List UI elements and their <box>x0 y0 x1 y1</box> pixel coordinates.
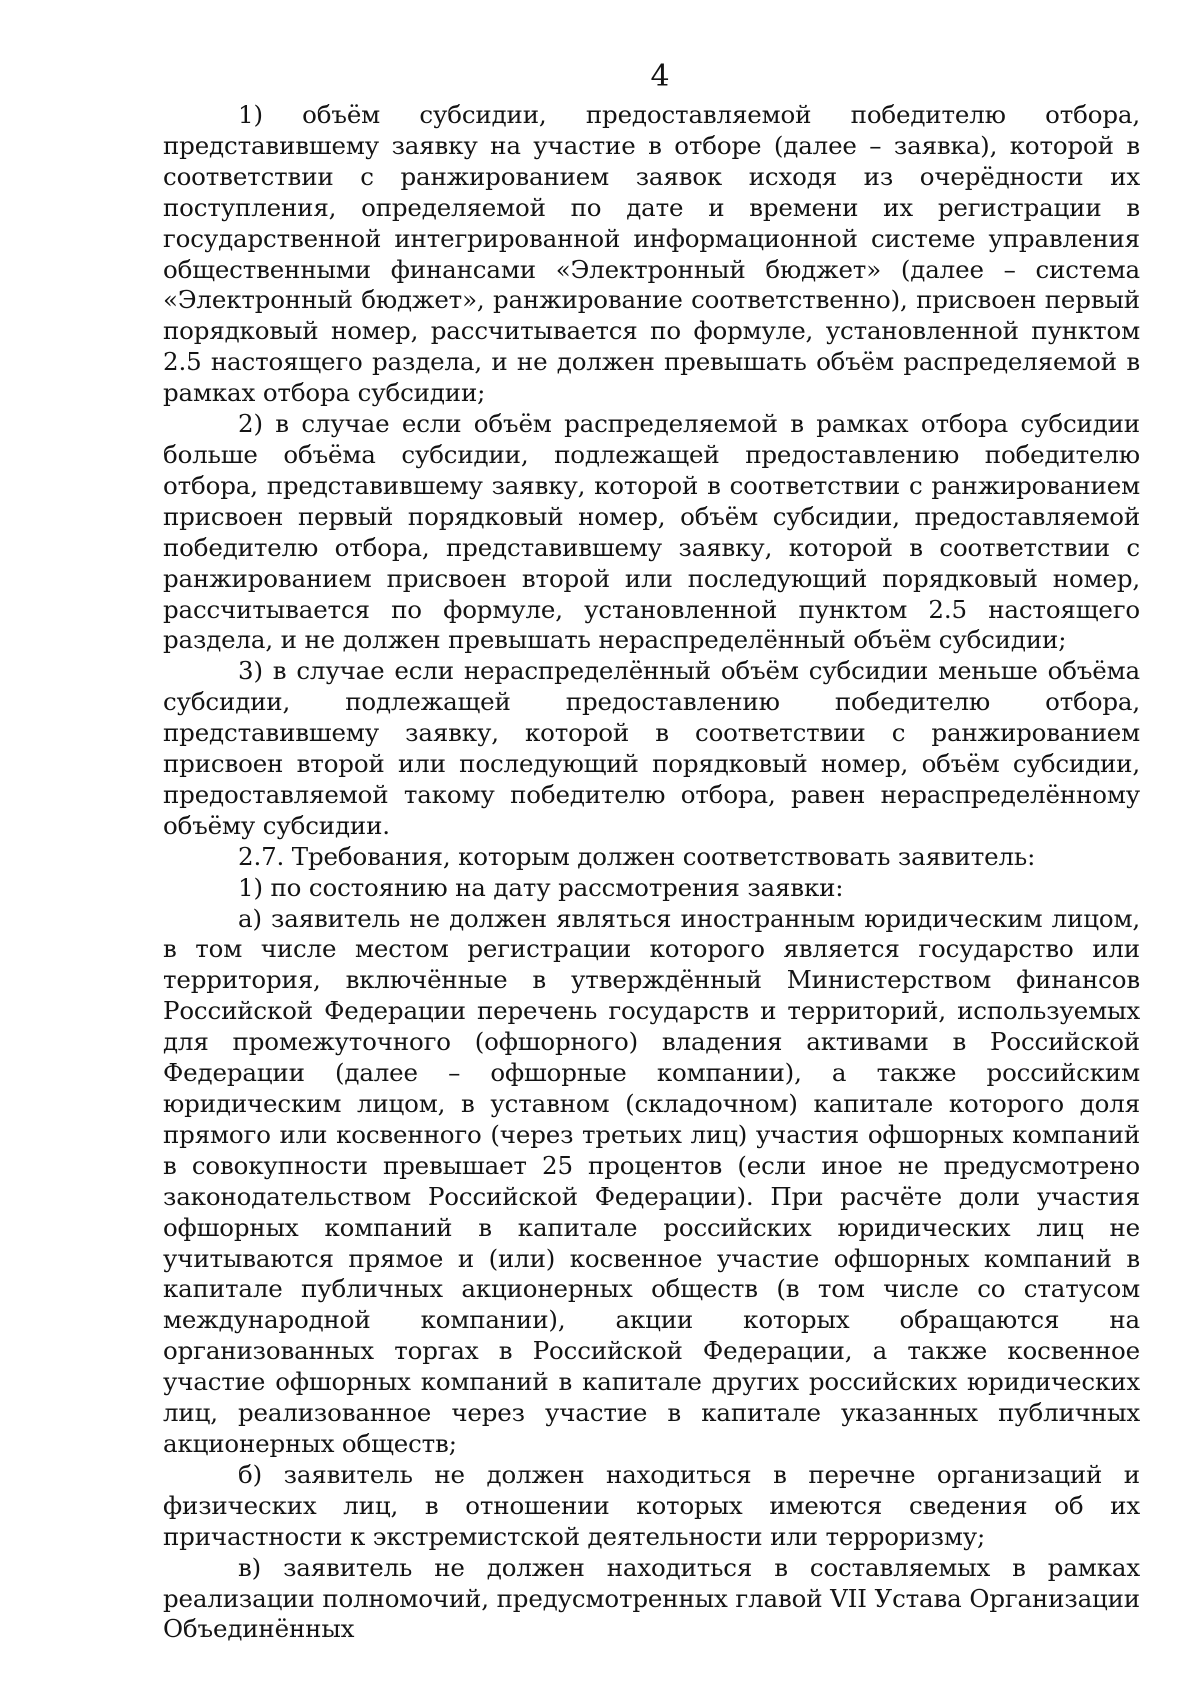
paragraph-requirement-a: а) заявитель не должен являться иностранным юридическим лицом, в том числе местом регистрации которого является государство или территория, включённые в утверждённый Министерством финансов Российской Федерации перечень государств и территорий, используемых для промежуточного (офшорного) владения активами в Российской Федерации (далее – офшорные компании), а также российским юридическим лицом, в уставном (складочном) капитале которого доля прямого или косвенного (через третьих лиц) участия офшорных компаний в совокупности превышает 25 процентов (если иное не предусмотрено законодательством Российской Федерации). При расчёте доли участия офшорных компаний в капитале российских юридических лиц не учитываются прямое и (или) косвенное участие офшорных компаний в капитале публичных акционерных обществ (в том числе со статусом международной компании), акции которых обращаются на организованных торгах в Российской Федерации, а также косвенное участие офшорных компаний в капитале других российских юридических лиц, реализованное через участие в капитале указанных публичных акционерных обществ; <box>163 903 1140 1458</box>
paragraph-requirement-v: в) заявитель не должен находиться в составляемых в рамках реализации полномочий, предусмотренных главой VII Устава Организации Объединённых <box>163 1552 1140 1644</box>
paragraph-requirement-1: 1) по состоянию на дату рассмотрения заявки: <box>238 872 844 902</box>
paragraph-subsidy-third: 3) в случае если нераспределённый объём субсидии меньше объёма субсидии, подлежащей предоставлению победителю отбора, представившему заявку, которой в соответствии с ранжированием присвоен второй или последующий порядковый номер, объём субсидии, предоставляемой такому победителю отбора, равен нераспределённому объёму субсидии. <box>163 656 1140 840</box>
paragraph-requirement-b: б) заявитель не должен находиться в перечне организаций и физических лиц, в отношении которых имеются сведения об их причастности к экстремистской деятельности или терроризму; <box>163 1459 1140 1551</box>
section-2-7-heading: 2.7. Требования, которым должен соответствовать заявитель: <box>238 841 1036 871</box>
paragraph-subsidy-second: 2) в случае если объём распределяемой в рамках отбора субсидии больше объёма субсидии, подлежащей предоставлению победителю отбора, представившему заявку, которой в соответствии с ранжированием присвоен первый порядковый номер, объём субсидии, предоставляемой победителю отбора, представившему заявку, которой в соответствии с ранжированием присвоен второй или последующий порядковый номер, рассчитывается по формуле, установленной пунктом 2.5 настоящего раздела, и не должен превышать нераспределённый объём субсидии; <box>163 409 1140 655</box>
document-body <box>163 100 1140 1645</box>
page-number: 4 <box>650 59 670 94</box>
paragraph-subsidy-first: 1) объём субсидии, предоставляемой победителю отбора, представившему заявку на участие в отборе (далее – заявка), которой в соответствии с ранжированием заявок исходя из очерёдности их поступления, определяемой по дате и времени их регистрации в государственной интегрированной информационной системе управления общественными финансами «Электронный бюджет» (далее – система «Электронный бюджет», ранжирование соответственно), присвоен первый порядковый номер, рассчитывается по формуле, установленной пунктом 2.5 настоящего раздела, и не должен превышать объём распределяемой в рамках отбора субсидии; <box>163 100 1140 408</box>
